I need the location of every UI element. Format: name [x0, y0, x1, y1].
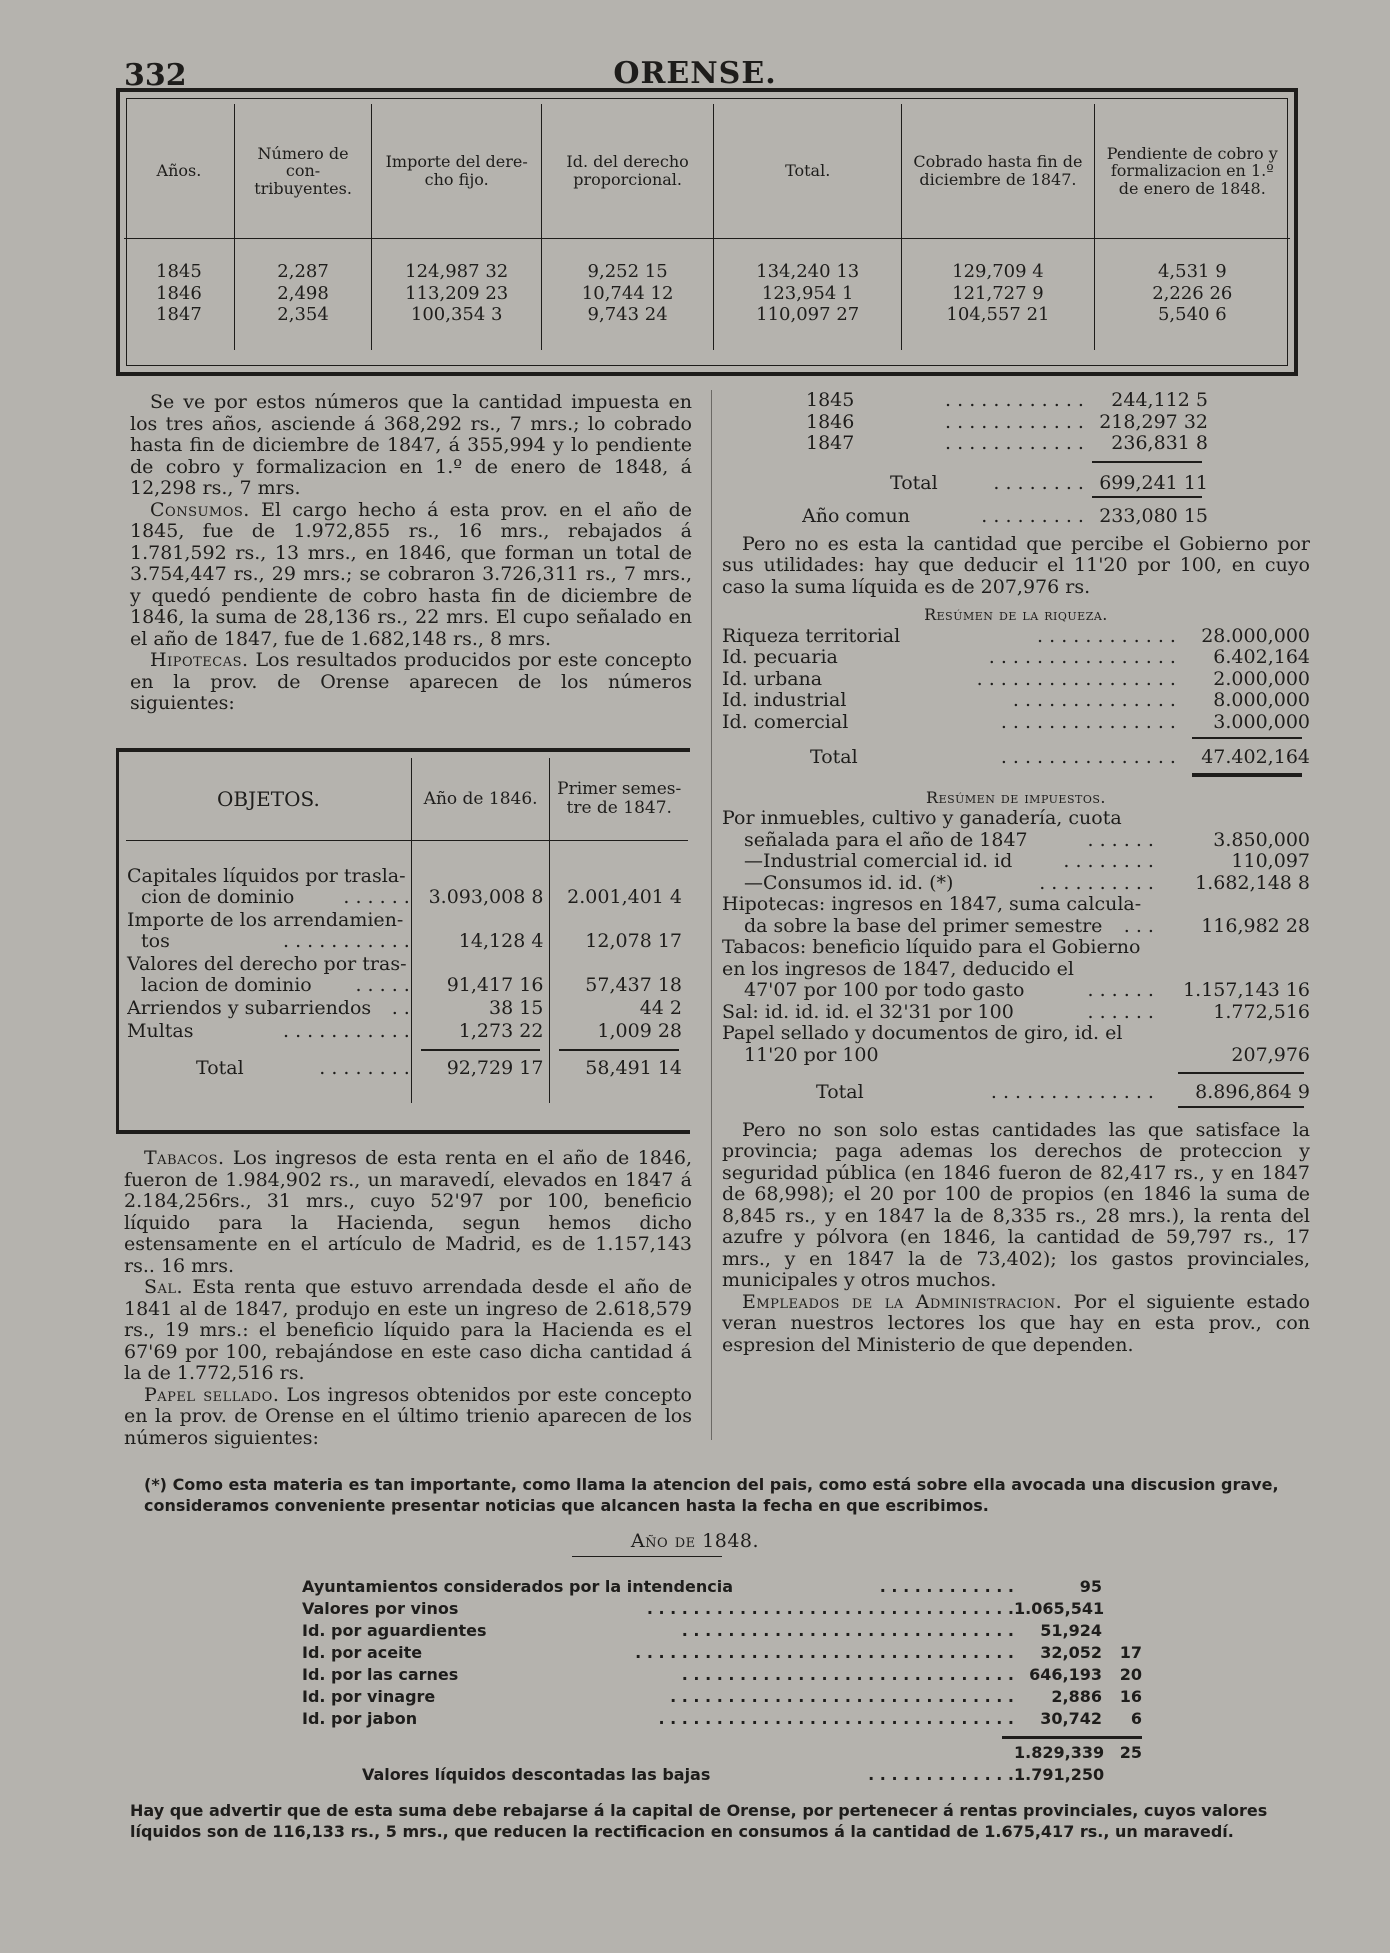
list-item: Sal: id. id. id. el 32'31 por 100 . . . . . . 1.772,516	[722, 1000, 1310, 1023]
cell: 124,987 32	[372, 239, 542, 283]
cell: 113,209 23	[372, 283, 542, 305]
table-row	[126, 953, 688, 997]
value-1847: 57,437 18	[585, 974, 682, 996]
table-row	[126, 865, 688, 909]
item-value: 6.402,164	[1213, 646, 1310, 668]
item-label: Id. por jabon	[302, 1709, 418, 1728]
cell: 2,226 26	[1152, 282, 1233, 304]
item-fraction: 16	[1119, 1687, 1142, 1706]
item-label: Riqueza territorial	[722, 625, 901, 647]
list-item: Por inmuebles, cultivo y ganadería, cuota señalada para el año de 1847 . . . . . . 3.850,000	[722, 807, 1310, 851]
papel-heading: Papel sellado.	[144, 1383, 280, 1406]
item-line: Papel sellado y documentos de giro, id. el	[722, 1022, 1123, 1044]
table-row	[126, 997, 688, 1020]
cell: 1845	[124, 239, 234, 283]
empleados-text: Por el siguiente estado veran nuestros lectores los que hay en esta prov., con espresion del Ministerio de que dependen.	[722, 1290, 1310, 1356]
total-row: Total . . . . . . . . . . . . . . . 47.402,164	[810, 746, 1310, 768]
impuestos-heading: Resúmen de impuestos.	[926, 787, 1106, 807]
total-label: Total	[890, 472, 938, 494]
cell: 129,709 4	[902, 239, 1094, 283]
riqueza-heading: Resúmen de la riqueza.	[924, 605, 1108, 624]
value-1847: 1,009 28	[597, 1020, 682, 1042]
item-label: Id. comercial	[722, 711, 849, 733]
list-item: Id. por las carnes . . . . . . . . . . . . . . . . . . . . . . . . . . . . . 646,193 20	[302, 1665, 1142, 1684]
item-line: Tabacos: beneficio líquido para el Gobierno en los ingresos de 1847, deducido el	[722, 936, 1141, 980]
cell: 5,540 6	[1157, 304, 1227, 326]
list-item: Valores por vinos . . . . . . . . . . . . . . . . . . . . . . . . . . . . . . . . 1.065,541	[302, 1598, 1142, 1620]
row-label-line: Multas	[127, 1021, 194, 1042]
paragraph-consumos	[130, 500, 692, 651]
item-fraction: 20	[1119, 1665, 1142, 1684]
header-derecho-fijo: Importe del dere-cho fijo.	[372, 104, 542, 239]
item-label: Id. urbana	[722, 668, 823, 690]
row-label: Capitales líquidos por trasla- cion de dominio . . . . . .	[127, 865, 410, 908]
cell: 2,287	[234, 239, 371, 283]
total-row: Total . . . . . . . . 699,241 11	[890, 471, 1208, 494]
total-label: Total	[196, 1058, 244, 1079]
total-label: Total	[816, 1082, 864, 1103]
item-label: Id. por aceite	[302, 1643, 423, 1662]
list-item: Id. por jabon . . . . . . . . . . . . . . . . . . . . . . . . . . . . . . . 30,742 6	[302, 1709, 1142, 1728]
header-cobrado: Cobrado hasta fin de diciembre de 1847.	[902, 104, 1094, 239]
ano-comun-label: Año comun	[802, 506, 911, 527]
year-label: 1845	[806, 390, 855, 411]
year-value: 236,831 8	[1111, 432, 1208, 454]
list-item: Tabacos: beneficio líquido para el Gobierno en los ingresos de 1847, deducido el 47'07 por 100 por todo gasto . . . . . . 1.157,143 16	[722, 936, 1310, 1001]
left-column-upper	[130, 392, 692, 715]
value-1846: 91,417 16	[411, 953, 550, 997]
cell: 110,097 27	[714, 304, 902, 350]
header-total: Total.	[714, 104, 902, 239]
cell: 134,240 13	[714, 239, 902, 283]
value-1846: 14,128 4	[411, 909, 550, 953]
list-item: Id. industrial . . . . . . . . . . . . . . 8.000,000	[722, 689, 1310, 711]
table-total-row: Total . . . . . . . . 92,729 17 58,491 14	[126, 1057, 688, 1103]
item-value: 1.157,143 16	[1183, 979, 1310, 1001]
item-value: 116,982 28	[1201, 914, 1310, 937]
item-label: Id. por aguardientes	[302, 1621, 487, 1640]
total-value: 699,241 11	[1099, 471, 1208, 494]
list-item: Id. comercial . . . . . . . . . . . . . . . 3.000,000	[722, 710, 1310, 733]
row-label: Valores del derecho por tras- lacion de dominio . . . . .	[127, 953, 410, 996]
cell: 100,354 3	[372, 304, 542, 350]
heading-underline	[572, 1556, 722, 1557]
item-value: 646,193	[1029, 1665, 1102, 1684]
item-fraction	[1102, 1576, 1142, 1598]
ano-comun-value: 233,080 15	[1099, 505, 1208, 527]
total-row: Total . . . . . . . . . . . . . . 8.896,864 9	[816, 1081, 1310, 1103]
page-title: ORENSE.	[613, 56, 777, 91]
value-1846: 3.093,008 8	[411, 865, 550, 909]
table-row	[124, 239, 1290, 283]
paragraph-gobierno: Pero no es esta la cantidad que percibe el Gobierno por sus utilidades: hay que deducir el 11'20 por 100, en cuyo caso la suma líquida es de 207,976 rs.	[722, 532, 1310, 598]
cell: 2,354	[234, 304, 371, 350]
total-value: 8.896,864 9	[1195, 1081, 1310, 1103]
right-column	[722, 390, 1310, 1356]
list-item: 1845 . . . . . . . . . . . . 244,112 5	[806, 389, 1208, 411]
item-value: 1.065,541	[1014, 1599, 1105, 1618]
item-line: Hipotecas: ingresos en 1847, suma calcula-	[722, 893, 1142, 915]
item-value: 1.682,148 8	[1195, 871, 1310, 894]
sum-fraction: 25	[1119, 1743, 1142, 1762]
year-label: 1846	[806, 411, 855, 433]
consumos-heading: Consumos.	[150, 498, 250, 521]
sum-row	[302, 1742, 1142, 1764]
value-1847: 44 2	[639, 997, 682, 1019]
value-1847: 2.001,401 4	[567, 886, 682, 908]
bajas-fraction	[1102, 1764, 1142, 1786]
item-fraction	[1102, 1620, 1142, 1642]
table-row	[124, 304, 1290, 350]
riqueza-list	[722, 626, 1310, 777]
cell: 4,531 9	[1157, 261, 1227, 282]
table-row	[124, 283, 1290, 305]
cell: 121,727 9	[902, 283, 1094, 305]
item-value: 30,742	[1040, 1709, 1102, 1728]
papel-text: Los ingresos obtenidos por este concepto en la prov. de Orense en el último trienio aparecen de los números siguientes:	[124, 1383, 692, 1449]
total-value: 47.402,164	[1201, 746, 1310, 768]
header-derecho-proporcional: Id. del derecho proporcional.	[542, 104, 714, 239]
item-label: Id. industrial	[722, 690, 847, 711]
total-1847: 58,491 14	[585, 1057, 682, 1079]
row-label-line: cion de dominio	[141, 887, 295, 908]
list-item: —Industrial comercial id. id . . . . . . . . 110,097	[744, 850, 1310, 872]
item-fraction: 17	[1119, 1643, 1142, 1662]
sal-text: Esta renta que estuvo arrendada desde el año de 1841 al de 1847, produjo en este un ingreso de 2.618,579 rs., 19 mrs.: el beneficio líquido para la Hacienda es el 67'69 por 100, rebajándose en este caso dicha cantidad á la de 1.772,516 rs.	[124, 1276, 693, 1384]
total-label: Total	[810, 747, 858, 768]
hipotecas-heading: Hipotecas.	[150, 649, 249, 671]
hipotecas-text: Los resultados producidos por este concepto en la prov. de Orense aparecen de los números siguientes:	[130, 649, 692, 714]
item-line: —Industrial comercial id. id	[744, 851, 1013, 872]
list-item: —Consumos id. id. (*) . . . . . . . . . . 1.682,148 8	[744, 871, 1310, 894]
cell: 9,743 24	[542, 304, 714, 350]
item-value: 2,886	[1051, 1687, 1102, 1706]
consumos-1848-list	[302, 1576, 1142, 1786]
item-line: 11'20 por 100	[744, 1044, 879, 1066]
year-label: 1847	[806, 433, 855, 454]
left-column-lower	[124, 1148, 692, 1449]
list-item: Id. por aceite . . . . . . . . . . . . . . . . . . . . . . . . . . . . . . . . . 32,052 17	[302, 1643, 1142, 1662]
item-fraction	[1102, 1598, 1142, 1620]
item-value: 1.772,516	[1213, 1000, 1310, 1023]
list-item: Id. pecuaria . . . . . . . . . . . . . . . . 6.402,164	[722, 646, 1310, 668]
sum-value: 1.829,339	[1014, 1743, 1105, 1762]
impuestos-list	[722, 808, 1310, 1108]
empleados-heading: Empleados de la Administracion.	[742, 1290, 1063, 1313]
bajas-row: Valores líquidos descontadas las bajas . . . . . . . . . . . . . 1.791,250	[302, 1764, 1142, 1786]
item-value: 51,924	[1040, 1621, 1102, 1640]
bajas-label: Valores líquidos descontadas las bajas	[362, 1765, 711, 1784]
row-label: Importe de los arrendamien- tos . . . . . . . . . . .	[127, 909, 410, 952]
item-value: 3.000,000	[1213, 710, 1310, 733]
item-value: 28.000,000	[1201, 624, 1310, 647]
item-label: Id. por las carnes	[302, 1665, 459, 1684]
footnote: (*) Como esta materia es tan importante, como llama la atencion del pais, como está sobre ella avocada una discusion grave, consideramos conveniente presentar noticias que alcancen hasta la fecha en que escribimos.	[144, 1475, 1279, 1515]
sal-heading: Sal.	[144, 1276, 184, 1298]
item-line: Sal: id. id. id. el 32'31 por 100	[722, 1001, 1014, 1023]
cell: 9,252 15	[542, 239, 714, 283]
cell: 104,557 21	[902, 304, 1094, 350]
row-label-line: lacion de dominio	[141, 975, 312, 996]
cell: 2,498	[234, 283, 371, 305]
row-label-line: Capitales líquidos por trasla-	[127, 865, 406, 887]
page-number: 332	[124, 58, 187, 93]
list-item: Id. por vinagre . . . . . . . . . . . . . . . . . . . . . . . . . . . . . . 2,886 16	[302, 1687, 1142, 1706]
paragraph-sal	[124, 1277, 692, 1385]
tabacos-text: Los ingresos de esta renta en el año de 1846, fueron de 1.984,902 rs., un maravedí, elevados en 1847 á 2.184,256rs., 31 mrs., cuyo 52'97 por 100, beneficio líquido para la Hacienda, segun hemos dicho estensamente en el artículo de Madrid, es de 1.157,143 rs.. 16 mrs.	[124, 1147, 692, 1277]
list-item: Hipotecas: ingresos en 1847, suma calcula- da sobre la base del primer semestre . . . 116,982 28	[722, 893, 1310, 937]
paragraph-no-solo: Pero no son solo estas cantidades las que satisface la provincia; paga ademas los derechos de proteccion y seguridad pública (en 1846 fueron de 82,417 rs., y en 1847 de 68,998); el 20 por 100 de propios (en 1846 la suma de 8,845 rs., y en 1847 la de 8,335 rs., 28 mrs.), la renta del azufre y pólvora (en 1846, la cantidad de 59,797 rs., 17 mrs., y en 1847 la de 73,402); los gastos provinciales, municipales y otros muchos.	[722, 1118, 1310, 1291]
bottom-note: Hay que advertir que de esta suma debe rebajarse á la capital de Orense, por pertenecer á rentas provinciales, cuyos valores líquidos son de 116,133 rs., 5 mrs., que reducen la rectificacion en consumos á la cantidad de 1.675,417 rs., un maravedí.	[130, 1801, 1268, 1841]
list-item: Ayuntamientos considerados por la intendencia . . . . . . . . . . . . 95	[302, 1576, 1142, 1598]
value-1846: 38 15	[411, 997, 550, 1020]
item-label: Id. pecuaria	[722, 647, 838, 668]
row-label-line: Arriendos y subarriendos	[127, 998, 372, 1019]
row-label-line: Valores del derecho por tras-	[127, 953, 407, 975]
row-label: Multas . . . . . . . . . . .	[127, 1020, 410, 1042]
item-fraction: 6	[1130, 1709, 1142, 1728]
cell: 1846	[124, 283, 234, 305]
item-value: 3.850,000	[1213, 828, 1310, 851]
paragraph-empleados	[722, 1292, 1310, 1357]
item-value: 95	[1079, 1577, 1102, 1596]
cell: 123,954 1	[714, 283, 902, 305]
item-line: da sobre la base del primer semestre	[744, 915, 1103, 937]
paragraph-papel	[124, 1385, 692, 1450]
item-line: 47'07 por 100 por todo gasto	[744, 980, 1025, 1001]
ano-comun-row: Año comun . . . . . . . . . 233,080 15	[802, 505, 1208, 527]
ano-1848-heading: Año de 1848.	[630, 1530, 760, 1552]
paragraph-totals: Se ve por estos números que la cantidad impuesta en los tres años, asciende á 368,292 rs., 7 mrs.; lo cobrado hasta fin de diciembre de 1847, á 355,994 y lo pendiente de cobro y formalizacion en 1.º de enero de 1848, á 12,298 rs., 7 mrs.	[130, 391, 692, 499]
table-row	[126, 1020, 688, 1043]
item-label: Valores por vinos	[302, 1599, 459, 1618]
item-label: Ayuntamientos considerados por la intendencia	[302, 1577, 733, 1596]
total-1846: 92,729 17	[411, 1057, 550, 1103]
item-label: Id. por vinagre	[302, 1687, 436, 1706]
item-value: 207,976	[1231, 1043, 1310, 1066]
header-pendiente: Pendiente de cobro y formalizacion en 1.º de enero de 1848.	[1094, 104, 1290, 239]
year-value: 218,297 32	[1099, 410, 1208, 433]
item-line: —Consumos id. id. (*)	[744, 872, 954, 894]
header-contribuyentes: Número de con-tribuyentes.	[234, 104, 371, 239]
value-1846: 1,273 22	[411, 1020, 550, 1043]
value-1847: 12,078 17	[585, 930, 682, 952]
row-label-line: tos	[141, 931, 170, 952]
item-value: 32,052	[1040, 1643, 1102, 1662]
header-objetos: OBJETOS.	[126, 758, 411, 841]
table-row	[126, 909, 688, 953]
consumos-text: El cargo hecho á esta prov. en el año de 1845, fue de 1.972,855 rs., 16 mrs., rebajados á 1.781,592 rs., 13 mrs., en 1846, que forman un total de 3.754,447 rs., 29 mrs.; se cobraron 3.726,311 rs., 7 mrs., y quedó pendiente de cobro hasta fin de diciembre de 1846, la suma de 28,136 rs., 22 mrs. El cupo señalado en el año de 1847, fue de 1.682,148 rs., 8 mrs.	[130, 498, 693, 650]
year-value: 244,112 5	[1111, 389, 1208, 411]
column-divider	[711, 390, 712, 1440]
item-value: 2.000,000	[1213, 667, 1310, 690]
item-value: 8.000,000	[1213, 689, 1310, 711]
list-item: 1846 . . . . . . . . . . . . 218,297 32	[806, 410, 1208, 433]
row-label: Arriendos y subarriendos . .	[127, 997, 410, 1019]
list-item	[722, 1023, 1310, 1066]
row-label-line: Importe de los arrendamien-	[127, 909, 404, 931]
paragraph-tabacos	[124, 1148, 692, 1277]
papel-list	[722, 390, 1208, 528]
item-line: señalada para el año de 1847	[744, 829, 1028, 851]
bajas-value: 1.791,250	[1014, 1765, 1105, 1784]
list-item: Id. por aguardientes . . . . . . . . . . . . . . . . . . . . . . . . . . . . . 51,924	[302, 1620, 1142, 1642]
list-item: Riqueza territorial . . . . . . . . . . . . 28.000,000	[722, 624, 1310, 647]
list-item: 1847 . . . . . . . . . . . . 236,831 8	[806, 432, 1208, 454]
header-primer-semestre: Primer semes-tre de 1847.	[550, 758, 688, 841]
contribuyentes-table	[124, 104, 1290, 350]
cell: 10,744 12	[542, 283, 714, 305]
header-anos: Años.	[124, 104, 234, 239]
item-value: 110,097	[1231, 850, 1310, 872]
paragraph-hipotecas	[130, 650, 692, 715]
tabacos-heading: Tabacos.	[144, 1147, 225, 1169]
header-ano-1846: Año de 1846.	[411, 758, 550, 841]
list-item: Id. urbana . . . . . . . . . . . . . . . . . 2.000,000	[722, 667, 1310, 690]
hipotecas-table	[126, 758, 688, 1103]
item-line: Por inmuebles, cultivo y ganadería, cuota	[722, 807, 1122, 829]
cell: 1847	[124, 304, 234, 350]
